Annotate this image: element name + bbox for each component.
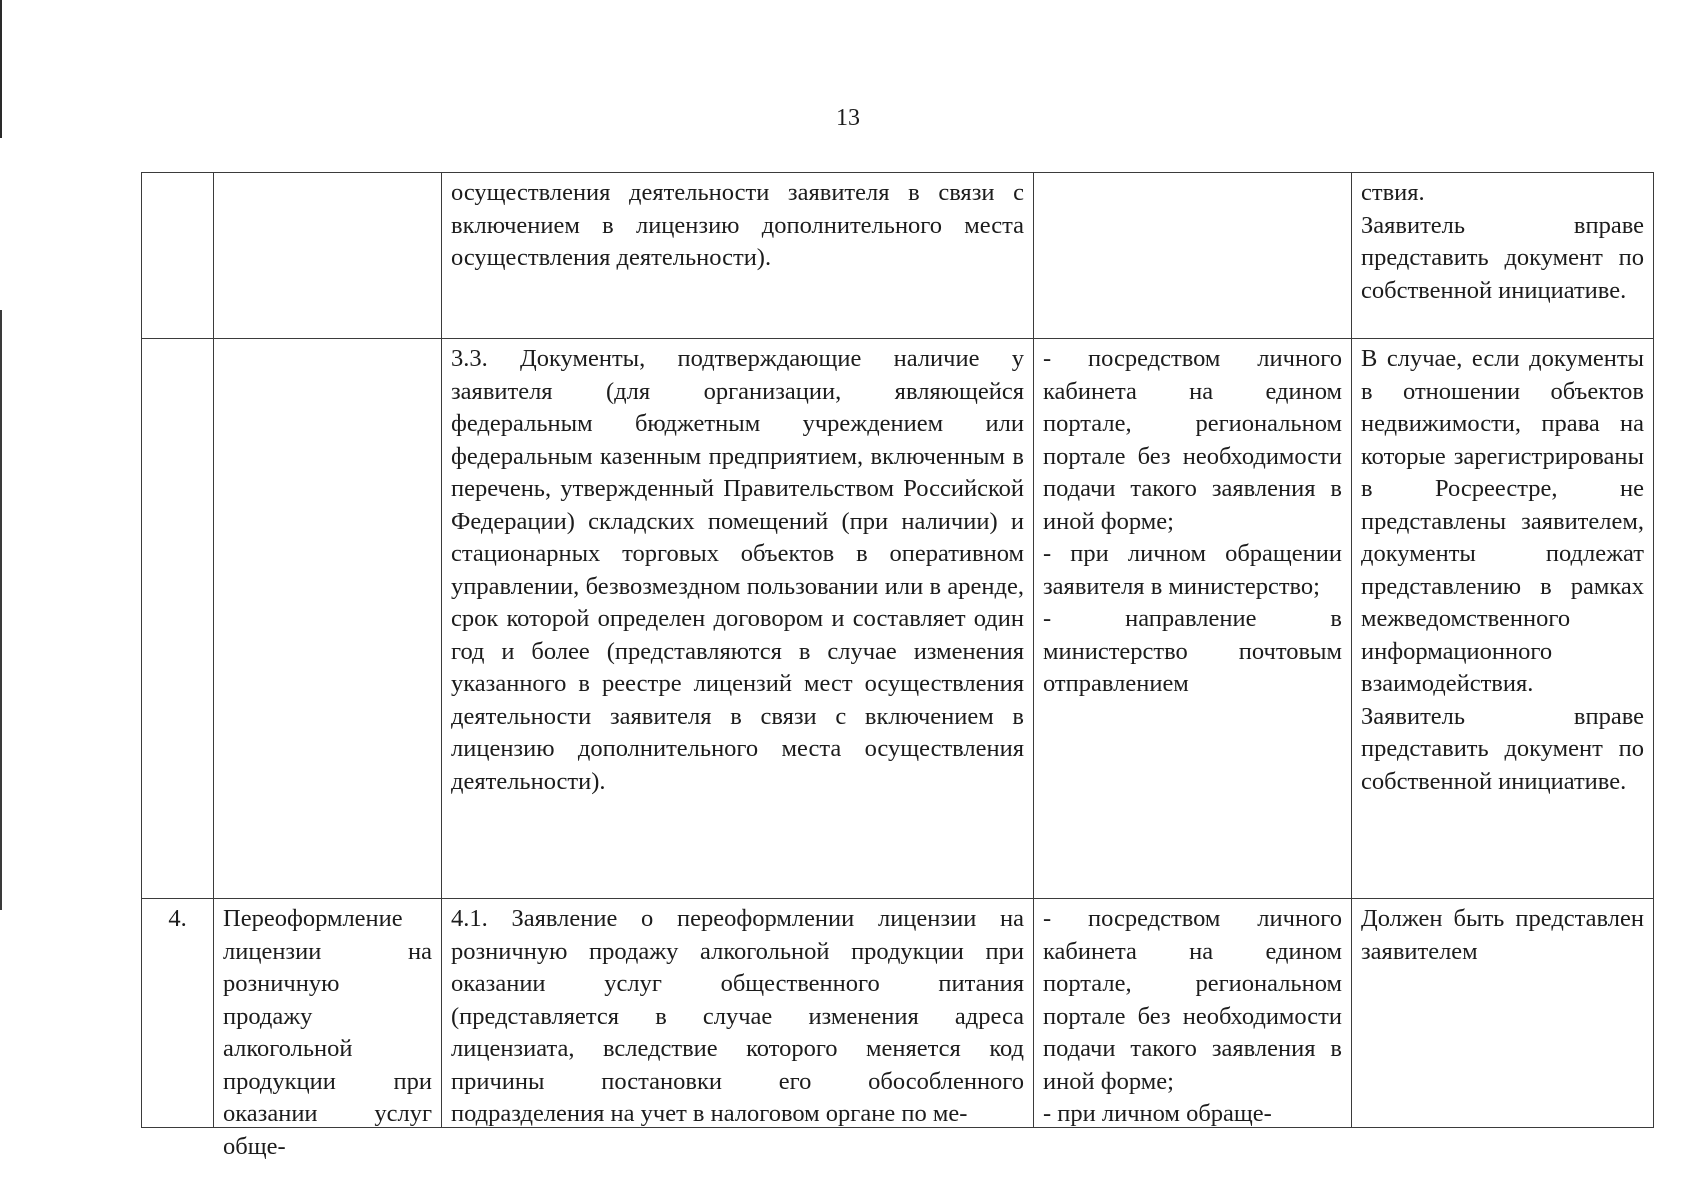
method-item: - посредством личного кабинета на едином портале, региональном портале без необходимости подачи такого заявления в иной форме;: [1043, 345, 1342, 535]
note-paragraph: ствия.: [1361, 179, 1425, 206]
requirements-table: [141, 172, 1654, 1160]
document-cell: осуществления деятельности заявителя в связи с включением в лицензию дополнительного места осуществления деятельности).: [442, 173, 1034, 339]
method-item: - при личном обращении заявителя в министерство;: [1043, 540, 1342, 600]
scan-edge-top: [0, 0, 2, 138]
note-paragraph: В случае, если документы в отношении объектов недвижимости, права на которые зарегистрированы в Росреестре, не представлены заявителем, документы подлежат представлению в рамках межведомственного информационного взаимодействия.: [1361, 345, 1644, 697]
row-number-cell: [142, 173, 214, 339]
service-cell: [214, 899, 442, 1160]
scan-edge-bottom: [0, 310, 2, 910]
service-cell: [214, 339, 442, 899]
note-cell: [1352, 899, 1654, 1128]
note-cell: [1352, 339, 1654, 899]
page-number: 13: [836, 105, 860, 131]
document-text: 4.1. Заявление о переоформлении лицензии на розничную продажу алкогольной продукции при оказании услуг общественного питания (представляется в случае изменения адреса лицензиата, вследствие которого меняется код причины постановки его обособленного подразделения на учет в налоговом органе по ме-: [451, 905, 1024, 1127]
row-number-cell: [142, 899, 214, 1128]
row-number: 4.: [168, 905, 187, 932]
note-text: Должен быть представлен заявителем: [1361, 905, 1644, 965]
method-list: [1043, 903, 1342, 1127]
document-cell: [442, 899, 1034, 1128]
note-paragraph: Заявитель вправе представить документ по собственной инициативе.: [1361, 211, 1644, 304]
table-row: [142, 899, 1654, 1128]
method-item: - направление в министерство почтовым отправлением: [1043, 605, 1342, 697]
service-name: Переоформление лицензии на розничную продажу алкогольной продукции при оказании услуг обще-: [223, 905, 432, 1160]
table-row: [142, 173, 1654, 339]
note-cell: [1352, 173, 1654, 339]
method-cell: [1034, 173, 1352, 339]
service-cell: [214, 173, 442, 339]
document-cell: 3.3. Документы, подтверждающие наличие у заявителя (для организации, являющейся федеральным бюджетным учреждением или федеральным казенным предприятием, включенным в перечень, утвержденный Правительством Российской Федерации) складских помещений (при наличии) и стационарных торговых объектов в оперативном управлении, безвозмездном пользовании или в аренде, срок которой определен договором и составляет один год и более (представляются в случае изменения указанного в реестре лицензий мест осуществления деятельности заявителя в связи с включением в лицензию дополнительного места осуществления деятельности).: [442, 339, 1034, 899]
row-number-cell: [142, 339, 214, 899]
method-cell: [1034, 899, 1352, 1128]
note-paragraph: Заявитель вправе представить документ по собственной инициативе.: [1361, 702, 1644, 795]
method-item: - при личном обраще-: [1043, 1100, 1272, 1127]
table-row: [142, 339, 1654, 899]
method-item: - посредством личного кабинета на едином портале, региональном портале без необходимости подачи такого заявления в иной форме;: [1043, 905, 1342, 1095]
method-cell: [1034, 339, 1352, 899]
